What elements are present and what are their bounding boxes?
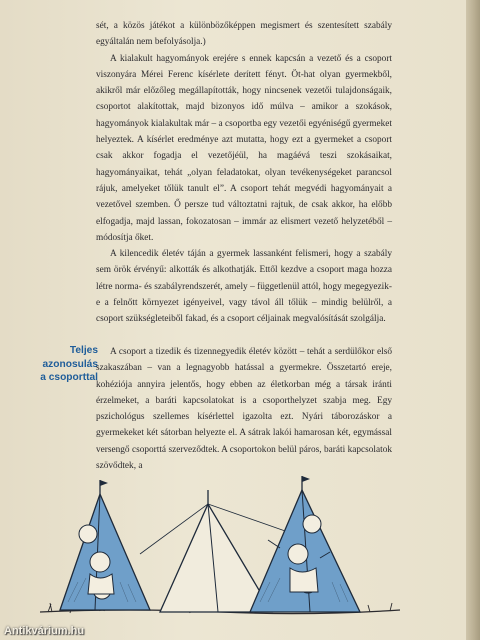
side-heading-line-3: a csoporttal [40,372,98,383]
left-tent-flag [100,480,108,486]
paragraph-1: sét, a közös játékot a különbözőképpen megismert és szentesített szabály egyáltalán nem befolyásolja.) [96,21,392,48]
side-heading-line-1: Teljes [69,345,98,356]
main-text [96,18,392,328]
side-heading-line-2: azonosulás [42,358,98,370]
paragraph-2: A kialakult hagyományok erejére s ennek kapcsán a vezető és a csoport viszonyára Mérei Ferenc kísérlete derített fényt. Öt-hat olyan gyermekből, akikről már előzőleg megállapították, hogy nincsenek vezetői tulajdonságaik, csoportot alakítottak, majd bizonyos idő múlva – amikor a szokások, hagyományok kialakultak már – a csoportba egy vezetői egyéniségű gyermeket helyeztek. A kísérlet eredménye azt mutatta, hogy ezt a gyermeket a csoport csak akkor fogadja el vezetőjéül, ha magáévá teszi szokásaikat, hagyományaikat, tehát „olyan feladatokat, olyan tevékenységeket parancsol rájuk, amelyeket tőlük tanult el”. A csoport tehát megvédi hagyományait a vezetővel szemben. Ő persze tud változtatni rajtuk, de csak akkor, ha előbb elfogadja, majd lassan, fokozatosan – immár az elismert vezető helyzetéből – módosítja őket. [96,53,392,243]
tents-illustration [40,462,400,627]
section-text [96,344,392,474]
watermark: Antikvárium.hu [4,625,85,637]
page-edge [466,0,480,640]
right-tent-flag [302,476,310,482]
paragraph-3: A kilencedik életév táján a gyermek lassanként felismeri, hogy a szabály sem örök érvényű: alkották és alkothatják. Ettől kezdve a csoport maga hozza létre norma- és szabályrendszerét, amely – függetlenül attól, hogy megegyezik-e a felnőtt környezet igényeivel, vagy távol áll tőlük – mindig belülről, a csoport szükségleteiből fakad, és a csoport céljainak megvalósítását szolgálja. [96,249,392,325]
section-paragraph: A csoport a tizedik és tizennegyedik életév között – tehát a serdülőkor első szakaszában – van a legnagyobb hatással a gyermekre. Összetartó ereje, kohéziója annyira jelentős, hogy ebben az életkorban még a társak iránti érzelmeket, a baráti kapcsolatokat is a csoporthelyzet szabja meg. Egy pszichológus szellemes kísérlettel igazolta ezt. Nyári táborozáskor a gyermekeket két sátorban helyezte el. A sátrak lakói hamarosan két, egymással versengő csoporttá szerveződtek. A csoportokon belül páros, baráti kapcsolatok szövődtek, a [96,347,392,472]
side-heading [20,344,98,385]
